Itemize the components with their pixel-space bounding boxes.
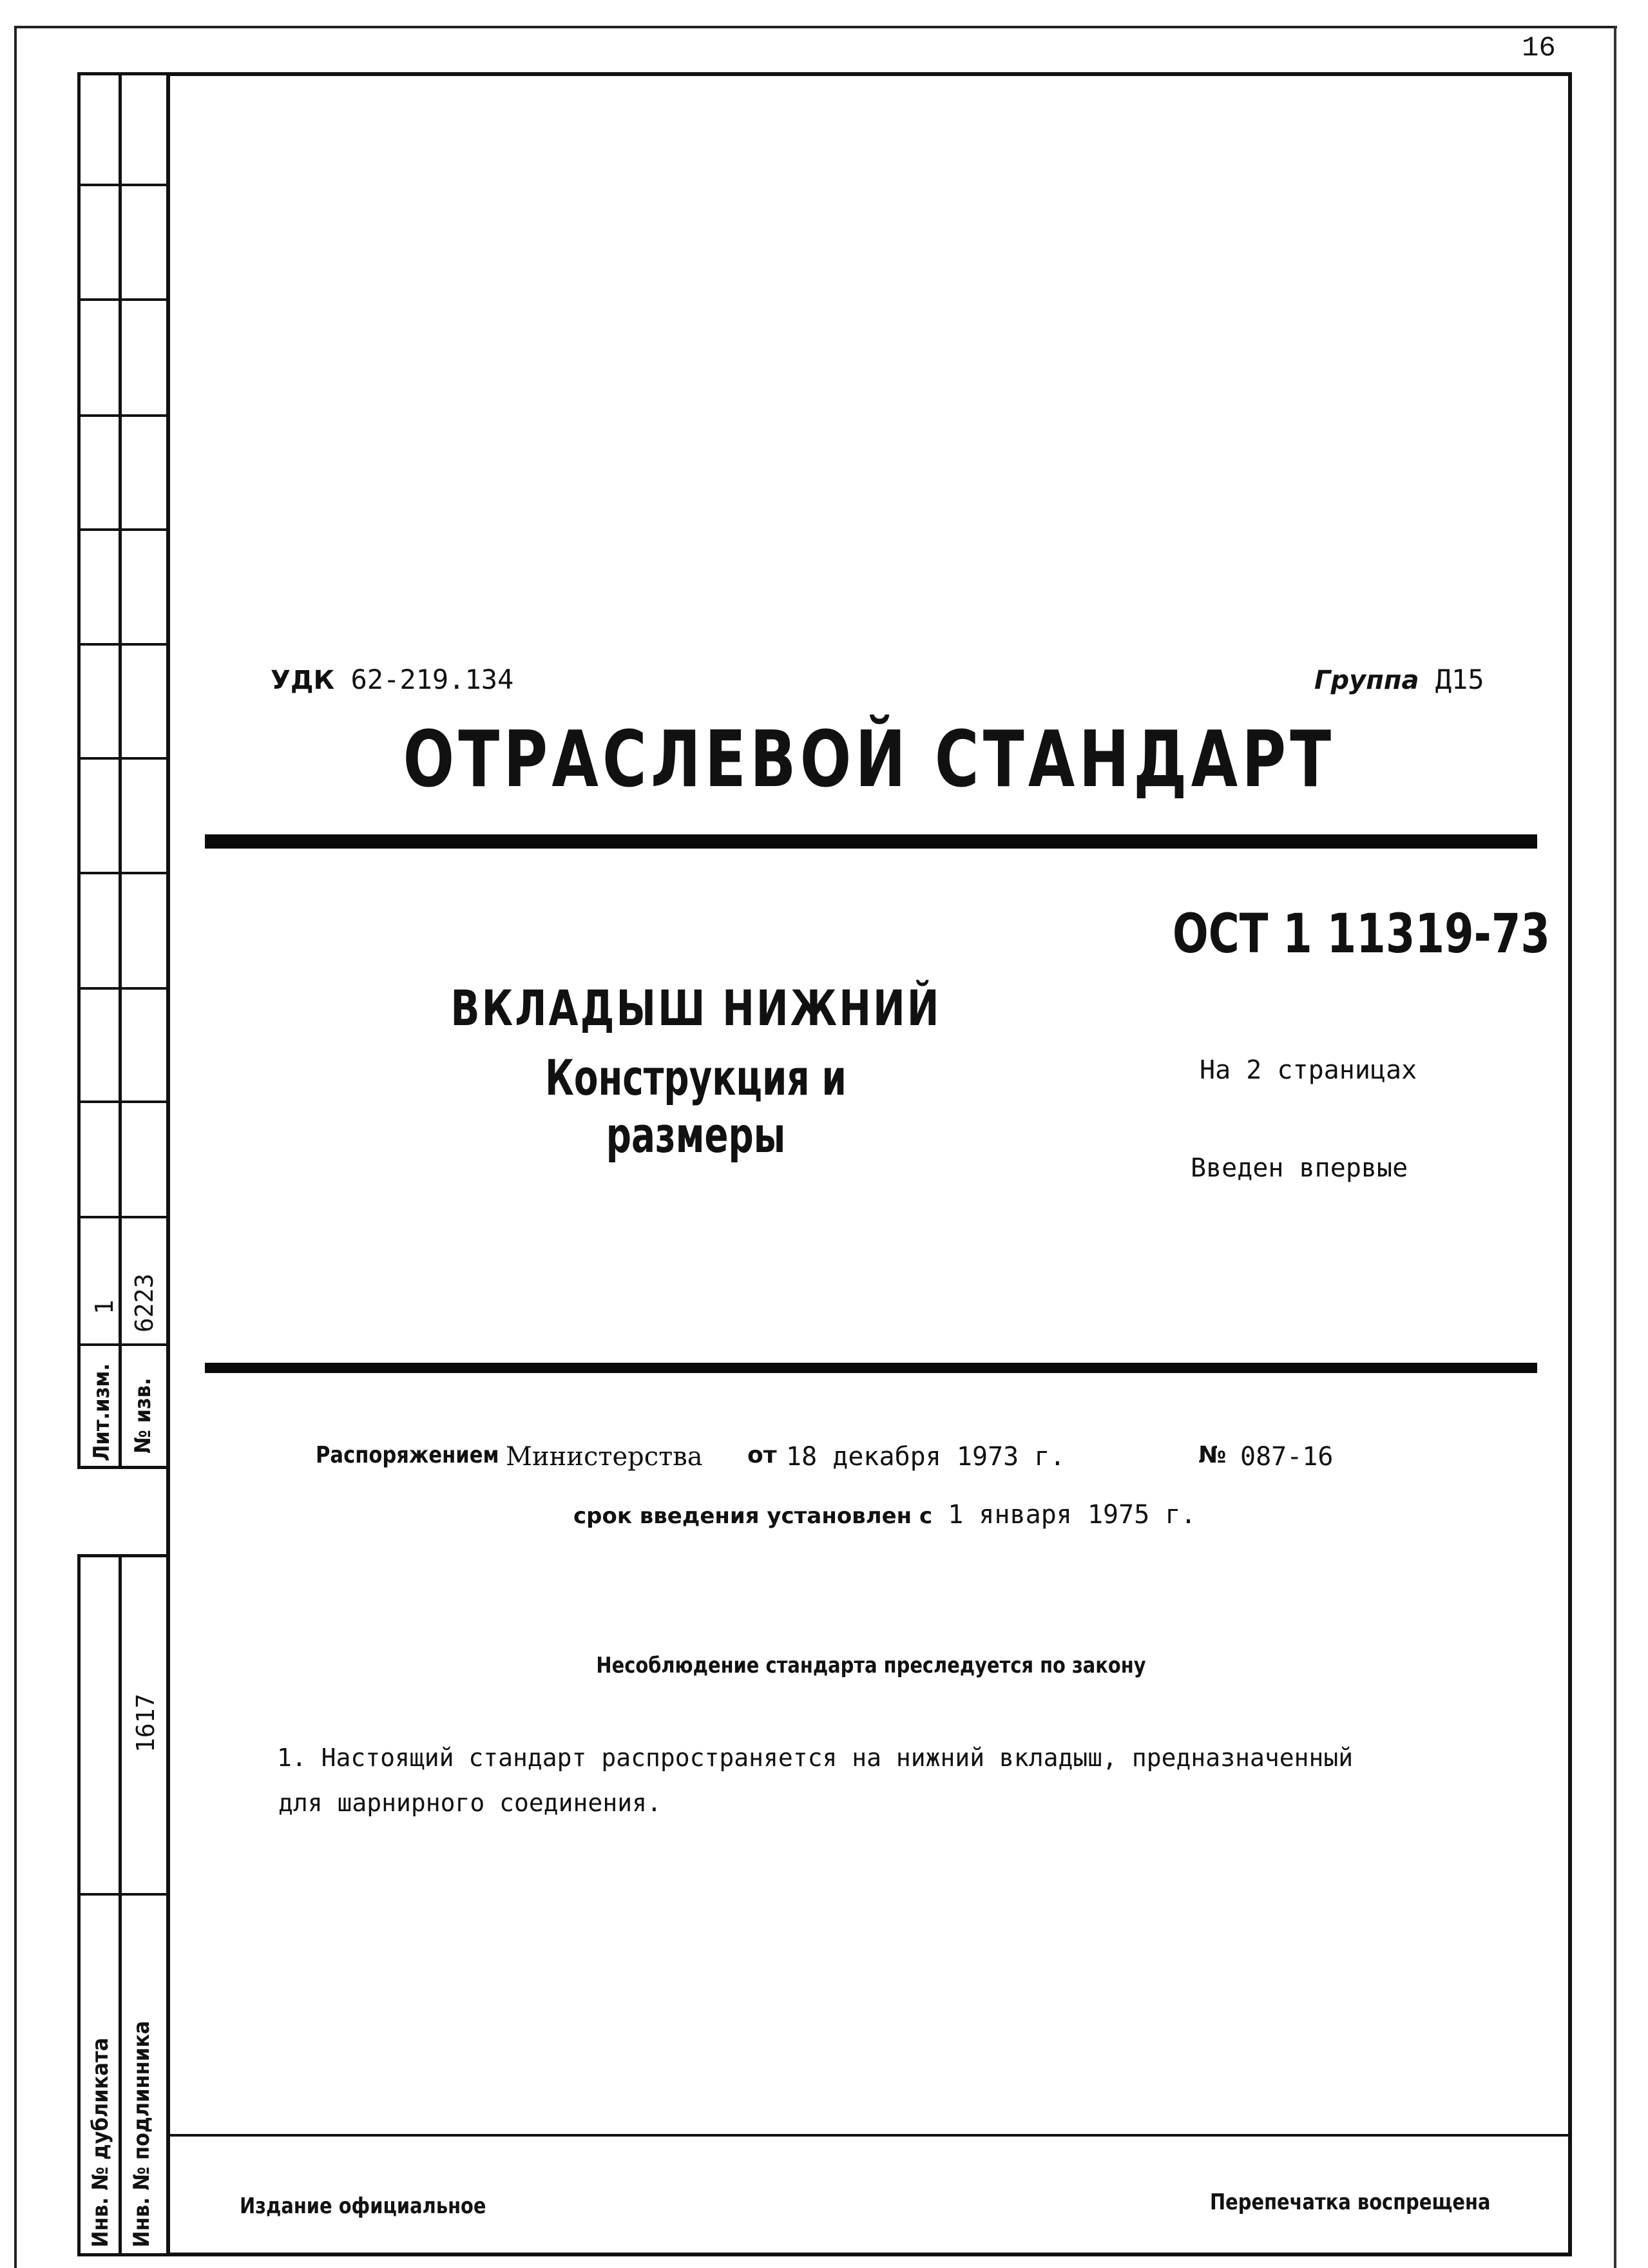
udk-label: УДК	[271, 666, 335, 695]
decree-date-label: от	[747, 1442, 777, 1468]
change-letter-label: Лит.изм.	[89, 1363, 115, 1461]
margin-row-line	[77, 987, 166, 990]
margin-column-divider	[119, 1554, 122, 2256]
effective-date-line	[573, 1500, 1196, 1530]
original-inventory-label: Инв. № подлинника	[129, 2021, 155, 2247]
decree-date: 18 декабря 1973 г.	[786, 1442, 1066, 1472]
notice-number-label: № изв.	[130, 1378, 156, 1454]
decree-number-label: №	[1198, 1442, 1227, 1468]
group-value: Д15	[1435, 664, 1484, 695]
margin-row-line	[77, 298, 166, 301]
decree-number: 087-16	[1240, 1442, 1334, 1472]
decree-ministry: Министерства	[506, 1442, 703, 1472]
page-count: На 2 страницах	[1200, 1055, 1417, 1085]
document-code: ОСТ 1 11319-73	[1173, 902, 1551, 965]
scope-paragraph-line-2: для шарнирного соединения.	[278, 1789, 662, 1817]
heading-rule	[205, 834, 1537, 849]
margin-row-line	[77, 643, 166, 646]
page-right-border	[1614, 26, 1616, 2268]
margin-row-line	[77, 414, 166, 417]
page-top-border	[14, 26, 1617, 28]
udk-code	[271, 664, 513, 695]
margin-row-line	[77, 1893, 166, 1896]
margin-row-line	[77, 872, 166, 874]
official-edition-note: Издание официальное	[240, 2193, 486, 2219]
udk-value: 62-219.134	[350, 664, 514, 695]
margin-column-divider	[119, 72, 122, 1469]
introduced-note: Введен впервые	[1191, 1153, 1408, 1183]
group-label: Группа	[1314, 666, 1419, 695]
decree-label: Распоряжением	[316, 1442, 499, 1468]
footer-divider	[170, 2134, 1569, 2137]
margin-row-line	[77, 757, 166, 760]
page-left-border	[14, 26, 17, 2268]
change-letter-value: 1	[90, 1300, 119, 1314]
page-number: 16	[1522, 32, 1556, 64]
document-subtitle: Конструкция и размеры	[545, 1049, 847, 1164]
margin-row-line	[77, 184, 166, 186]
standard-heading: ОТРАСЛЕВОЙ СТАНДАРТ	[403, 715, 1336, 805]
section-rule	[205, 1363, 1537, 1373]
notice-number-value: 6223	[130, 1273, 158, 1332]
document-title: ВКЛАДЫШ НИЖНИЙ	[450, 979, 941, 1037]
duplicate-inventory-label: Инв. № дубликата	[88, 2037, 113, 2247]
effective-date: 1 января 1975 г.	[948, 1500, 1196, 1530]
margin-row-line	[77, 1343, 166, 1346]
effective-label: срок введения установлен с	[573, 1503, 933, 1529]
margin-row-line	[77, 1100, 166, 1103]
group-code	[1314, 664, 1484, 695]
margin-row-line	[77, 1216, 166, 1218]
margin-row-line	[77, 528, 166, 531]
original-inventory-value: 1617	[131, 1693, 160, 1753]
reprint-prohibited-note: Перепечатка воспрещена	[1210, 2189, 1491, 2215]
margin-block-upper	[77, 72, 166, 1469]
scope-paragraph-line-1: 1. Настоящий стандарт распространяется на нижний вкладыш, предназначенный	[277, 1744, 1354, 1772]
legal-warning: Несоблюдение стандарта преследуется по закону	[596, 1653, 1146, 1678]
